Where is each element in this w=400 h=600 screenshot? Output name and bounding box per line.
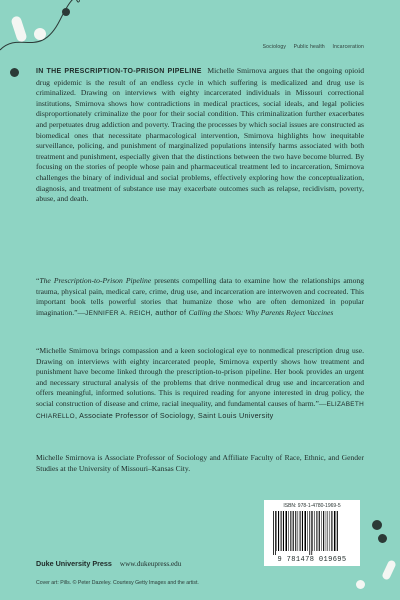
barcode-bar <box>319 511 320 551</box>
barcode-bar <box>283 511 284 551</box>
barcode-bar <box>331 511 332 551</box>
subject-item: Sociology <box>262 44 287 50</box>
isbn-label: ISBN: 978-1-4780-1969-5 <box>283 503 341 509</box>
quote-dash: — <box>318 398 327 408</box>
pill-icon <box>62 8 70 16</box>
publisher-line <box>36 559 181 568</box>
barcode-bars <box>272 511 352 555</box>
barcode-guard-bar <box>309 511 310 555</box>
barcode-bar <box>298 511 299 551</box>
subject-item: Public health <box>293 44 325 50</box>
barcode-bar <box>323 511 324 551</box>
endorsement-quote <box>36 346 364 422</box>
pill-icon <box>10 68 19 77</box>
quote-text: presents compelling data to examine how the relationships among trauma, physical pain, medical care, crime, drug use, and incarceration are interwoven and cocreated. This important book tells powerful stories that humanize those who are often demonized in popular imagination.” <box>36 276 365 317</box>
barcode-bar <box>330 511 331 551</box>
barcode-bar <box>288 511 289 551</box>
pill-icon <box>378 534 387 543</box>
pill-icon <box>372 520 382 530</box>
barcode-bar <box>281 511 282 551</box>
endorsement-quote: “The Prescription-to-Prison Pipeline presents compelling data to examine how the relationships among trauma, physical pain, medical care, crime, drug use, and incarceration are interwoven and cocreated. This important book tells powerful stories that humanize those who are often demonized in popular imagination.”—JENNIFER A. REICH, author of Calling the Shots: Why Parents Reject Vaccines <box>36 276 365 317</box>
barcode-bar <box>337 511 338 551</box>
barcode-guard-bar <box>311 511 312 555</box>
book-description <box>36 66 364 205</box>
barcode-bar <box>328 511 329 551</box>
description-lead: IN THE PRESCRIPTION-TO-PRISON PIPELINE <box>36 68 202 75</box>
subject-categories <box>257 44 364 50</box>
publisher-url: www.dukeupress.edu <box>119 560 182 568</box>
barcode-bar <box>326 511 327 551</box>
barcode-bar <box>300 511 301 551</box>
isbn-barcode <box>264 500 360 566</box>
subject-item: Incarceration <box>332 44 364 50</box>
publisher-name: Duke University Press <box>36 559 112 568</box>
barcode-bar <box>305 511 307 551</box>
barcode-bar <box>307 511 308 551</box>
barcode-bar <box>278 511 279 551</box>
quote-author: ELIZABETH CHIARELLO <box>36 400 364 420</box>
barcode-bar <box>293 511 294 551</box>
barcode-bar <box>290 511 291 551</box>
description-body: Michelle Smirnova argues that the ongoing opioid drug epidemic is the result of an endless cycle in which suffering is medicalized and drug use is criminalized. Drawing on interviews with eighty incarcerated individuals in Missouri correctional institutions, Smirnova shows how contradictions in medical practices, social ideals, and legal policies disproportionately criminalize the poor for their social condition. This criminalization further exacerbates and perpetuates drug addiction and poverty. Tracing the processes by which social issues are constructed as biomedical ones that necessitate pharmacological intervention, Smirnova highlights how inequitable surveillance, policing, and punishment of marginalized populations intensify harms associated with both treatment and punishment, especially given that the distinctions between the two have become blurred. By focusing on the stories of people whose pain and pharmaceutical treatment led to incarceration, Smirnova challenges the binary of individual and social problems, effectively exploring how the conceptualization, diagnosis, and treatment of substance use may exacerbate outcomes such as relapse, recidivism, poverty, abuse, and death. <box>36 66 364 204</box>
barcode-bar <box>276 511 277 551</box>
barcode-bar <box>302 511 303 551</box>
barcode-bar <box>316 511 317 551</box>
barcode-guard-bar <box>275 511 276 555</box>
quote-author-book: Calling the Shots: Why Parents Reject Vaccines <box>188 307 334 317</box>
barcode-bar <box>314 511 315 551</box>
quote-author: JENNIFER A. REICH <box>85 309 151 317</box>
cover-art-credit: Cover art: Pills. © Peter Dazeley. Courtesy Getty Images and the artist. <box>36 580 199 586</box>
barcode-bar <box>313 511 314 551</box>
quote-author-role: , author of <box>150 307 189 317</box>
quote-text: “Michelle Smirnova brings compassion and a keen sociological eye to nonmedical prescription drug use. Drawing on interviews with eighty incarcerated people, Smirnova expertly shows how treatment and punishment have become linked through the prescription-to-prison pipeline. Her book provides an urgent and necessary structural analysis of the problems that drive nonmedical drug use and incarceration and offers meaningful, informed solutions. This is required reading for anyone interested in drug policy, the social construction of disease and crime, racial inequality, and fundamental causes of harm.” <box>36 346 364 408</box>
barcode-bar <box>286 511 288 551</box>
barcode-guard-bar <box>273 511 274 555</box>
pill-icon <box>356 580 365 589</box>
isbn-number: 9 781478 019695 <box>277 556 347 564</box>
author-bio: Michelle Smirnova is Associate Professor of Sociology and Affiliate Faculty of Race, Ethnic, and Gender Studies at the University of Missouri–Kansas City. <box>36 453 364 473</box>
quote-dash: — <box>77 307 86 317</box>
pill-icon <box>381 559 397 581</box>
barcode-bar <box>295 511 296 551</box>
quote-author-role: , Associate Professor of Sociology, Saint Louis University <box>74 410 274 420</box>
quote-book-title: The Prescription-to-Prison Pipeline <box>39 276 152 285</box>
barcode-bar <box>334 511 336 551</box>
barcode-bar <box>321 511 322 551</box>
pill-icon <box>34 28 46 40</box>
